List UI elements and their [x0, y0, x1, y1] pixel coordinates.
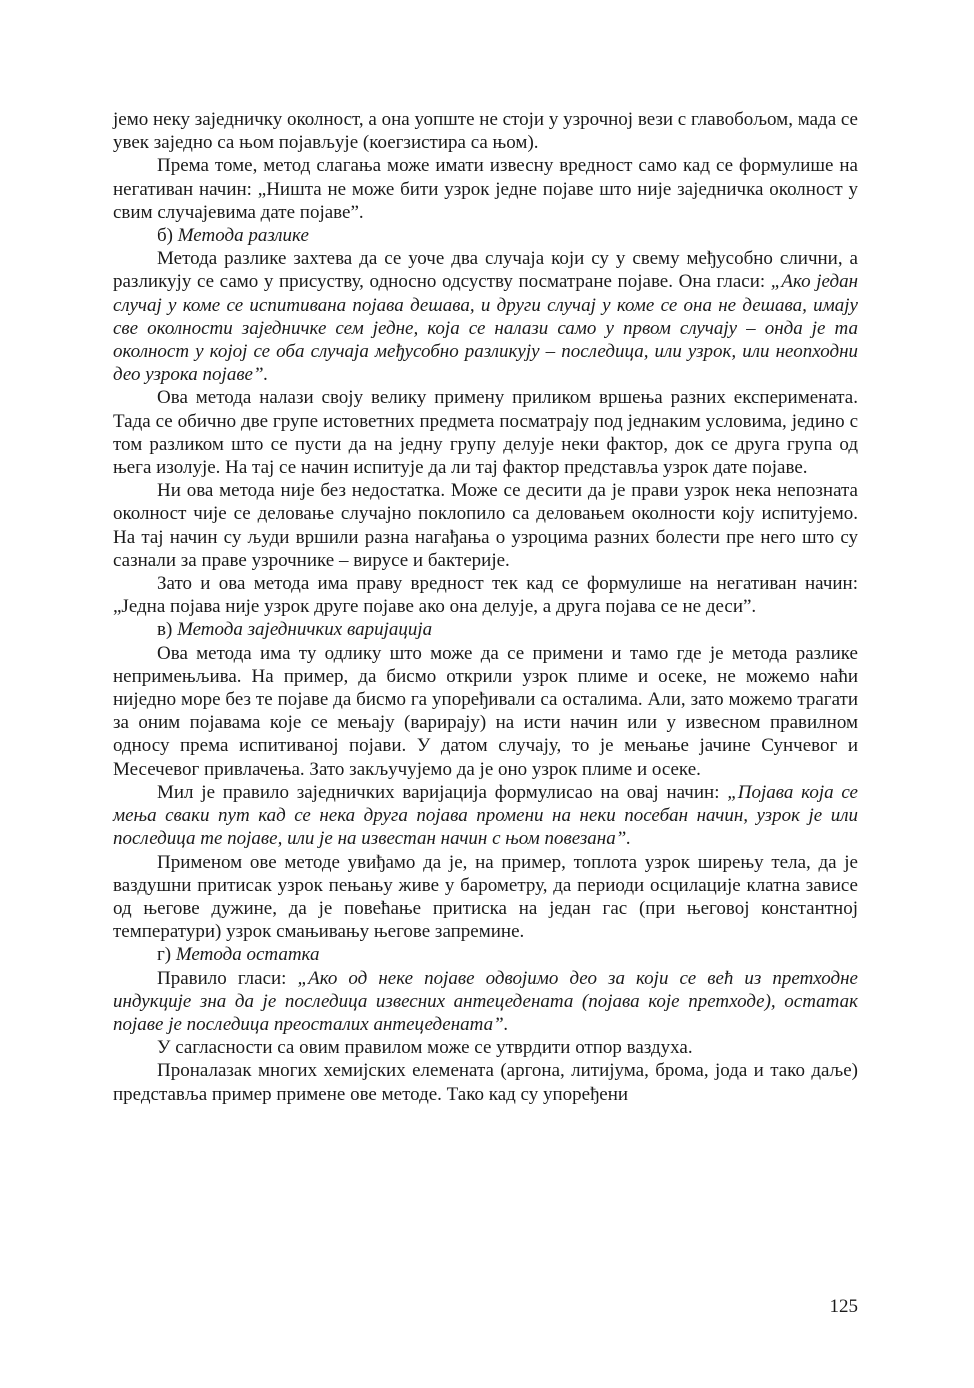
paragraph: Зато и ова метода има праву вредност тек кад се формулише на негативан начин: „Једна појава није узрок друге појаве ако она делује, а друга појава се не деси”. — [113, 573, 858, 618]
paragraph: Ова метода налази своју велику примену приликом вршења разних експеримената. Тада се обично две групе истоветних предмета посматрају под једнаким условима, једино с том разликом што се пусти да на једну групу делује неки фактор, док се друга група од њега изолује. На тај се начин испитује да ли тај фактор представља узрок дате појаве. — [113, 387, 858, 479]
paragraph-text: Метода разлике захтева да се уоче два случаја који су у свему међусобно слични, а разликују се само у присуству, односно одсуству посматране појаве. Она гласи: — [113, 248, 858, 293]
section-heading-v — [113, 618, 858, 641]
quoted-rule: „Ако један случај у коме се испитивана појава дешава, и други случај у коме се она не дешава, имају све околности заједничке сем једне, која се налази само у првом случају – онда је та околност у којој се оба случаја међусобно разликују – последица, или узрок, или неопходни део узрока појаве”. — [113, 271, 858, 386]
paragraph: Применом ове методе увиђамо да је, на пример, топлота узрок ширењу тела, да је ваздушни притисак узрок пењању живе у барометру, да периоди осцилације клатна зависе од његове дужине, да је повећање притиска на један гас (при његовој константној температури) узрок смањивању његове запремине. — [113, 851, 858, 943]
heading-prefix: г) — [157, 944, 176, 966]
quoted-rule: „Ако од неке појаве одвојимо део за који се већ из претходне индукције зна да је последица извесних антецедената (појава које претходе), остатак појаве је последица преосталих антецедената”. — [113, 967, 858, 1035]
paragraph: Проналазак многих хемијских елемената (аргона, литијума, брома, јода и тако даље) представља пример примене ове методе. Тако кад су упоређени — [113, 1060, 858, 1105]
paragraph-text: Мил је правило заједничких варијација формулисао на овај начин: — [157, 781, 728, 803]
heading-prefix: б) — [157, 225, 178, 247]
paragraph: У сагласности са овим правилом може се утврдити отпор ваздуха. — [157, 1037, 693, 1059]
paragraph — [113, 967, 858, 1037]
paragraph: Према томе, метод слагања може имати извесну вредност само кад се формулише на негативан начин: „Ништа не може бити узрок једне појаве што није заједничка околност у свим случајевима дате појаве”. — [113, 155, 858, 223]
page-body — [113, 108, 858, 1106]
paragraph: јемо неку заједничку околност, а она уопште не стоји у узрочној вези с главобољом, мада се увек заједно са њом појављује (коегзистира са њом). — [113, 109, 858, 154]
paragraph: Ова метода има ту одлику што може да се примени и тамо где је метода разлике непримењљива. На пример, да бисмо открили узрок плиме и осеке, не можемо наћи ниједно море без те појаве да бисмо га упоређивали са осталима. Али, зато можемо трагати за оним појавама које се мењају (варирају) на исти начин или у извесном правилном односу према испитиваној појави. У датом случају, то је мењање јачине Сунчевог и Месечевог привлачења. Зато закључујемо да је оно узрок плиме и осеке. — [113, 642, 858, 780]
section-heading-b — [113, 224, 858, 247]
heading-title: Метода остатка — [175, 944, 320, 966]
section-heading-g — [113, 943, 858, 966]
paragraph: Ни ова метода није без недостатка. Може се десити да је прави узрок нека непозната околност чије се деловање случајно поклопило са деловањем околности коју испитујемо. На тај начин су људи вршили разна нагађања о узроцима разних болести пре него што су сазнали за праве узрочнике – вирусе и бактерије. — [113, 480, 858, 571]
quoted-rule: „Појава која се мења сваки пут кад се нека друга појава промени на неки посебан начин, узрок је или последица те појаве, или је на известан начин с њом повезана”. — [113, 781, 858, 850]
heading-title: Метода заједничких варијација — [177, 619, 433, 641]
heading-prefix: в) — [157, 619, 178, 641]
paragraph — [113, 781, 858, 851]
page-number: 125 — [829, 1296, 858, 1317]
paragraph-text: Правило гласи: — [157, 967, 298, 989]
paragraph — [113, 247, 858, 386]
heading-title: Метода разлике — [177, 225, 309, 247]
